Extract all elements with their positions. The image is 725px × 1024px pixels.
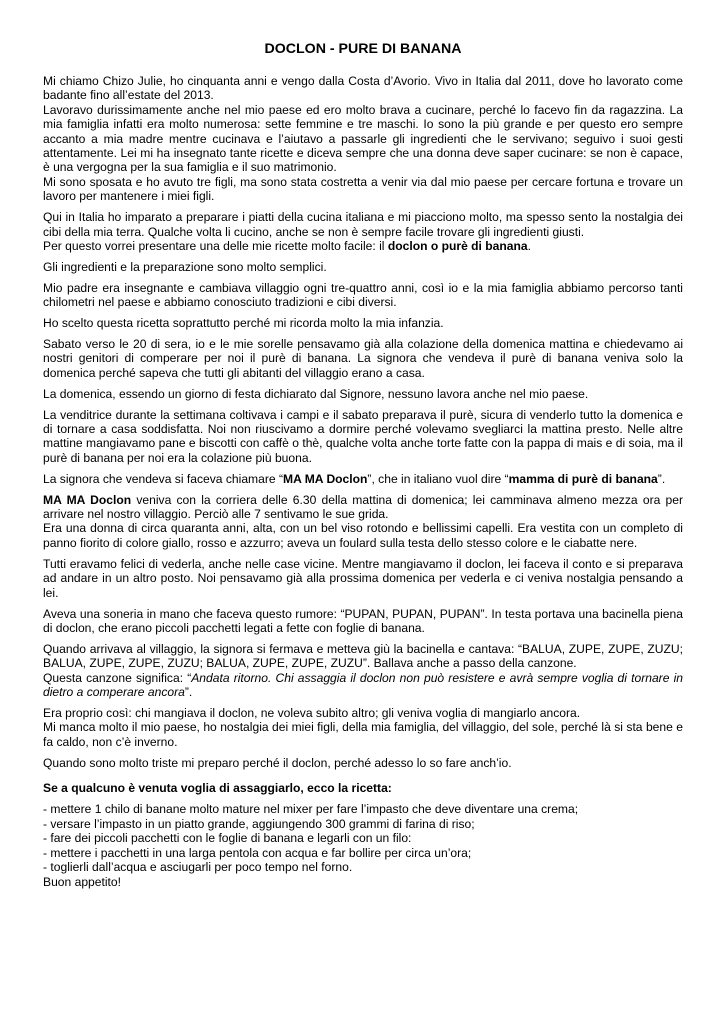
- paragraph-true: Era proprio così: chi mangiava il doclon, ne voleva subito altro; gli veniva voglia di mangiarlo ancora.: [43, 705, 581, 720]
- recipe-step: - fare dei piccoli pacchetti con le foglie di banana e legarli con un filo:: [43, 831, 412, 846]
- document-title: DOCLON - PURE DI BANANA: [264, 41, 462, 57]
- paragraph-italy: Qui in Italia ho imparato a preparare i piatti della cucina italiana e mi piacciono molto, ma spesso sento la nostalgia dei cibi della mia terra. Qualche volta li cucino, anche se non è sempre facile trovare gli ingredienti giusti.: [43, 210, 683, 239]
- paragraph-seller: La venditrice durante la settimana coltivava i campi e il sabato preparava il purè, sicura di venderlo tutto la domenica e di tornare a casa soddisfatta. Noi non riuscivamo a dormire perché volevamo svegliarci la mattina presto. Nelle altre mattine mangiavamo pane e biscotti con caffè o thè, qualche volta anche torte fatte con la pappa di mais e di soia, ma il purè di banana per noi era la colazione più buona.: [43, 407, 683, 465]
- paragraph-father: Mio padre era insegnante e cambiava villaggio ogni tre-quattro anni, così io e la mia famiglia abbiamo percorso tanti chilometri nel paese e abbiamo conosciuto tradizioni e cibi diversi.: [43, 280, 683, 310]
- paragraph-bell: Aveva una soneria in mano che faceva questo rumore: “PUPAN, PUPAN, PUPAN”. In testa portava una bacinella piena di doclon, che erano piccoli pacchetti legati a fette con foglie di banana.: [43, 606, 683, 635]
- paragraph-sad: Quando sono molto triste mi preparo perché il doclon, perché adesso lo so fare anch’io.: [43, 755, 512, 770]
- recipe-heading: Se a qualcuno è venuta voglia di assaggiarlo, ecco la ricetta:: [43, 781, 392, 796]
- recipe-name: doclon o purè di banana: [387, 238, 528, 253]
- recipe-step: - mettere i pacchetti in una larga pentola con acqua e far bollire per circa un’ora;: [43, 845, 472, 860]
- paragraph-happiness: Tutti eravamo felici di vederla, anche nelle case vicine. Mentre mangiavamo il doclon, lei faceva il conto e si preparava ad andare in un altro posto. Noi pensavamo già alla prossima domenica per vederla e ci veniva nostalgia pensando a lei.: [43, 556, 683, 600]
- recipe-step: - versare l’impasto in un piatto grande, aggiungendo 300 grammi di farina di riso;: [43, 816, 475, 831]
- recipe-step: - toglierli dall’acqua e asciugarli per poco tempo nel forno.: [43, 860, 353, 875]
- paragraph-song: Quando arrivava al villaggio, la signora si fermava e metteva giù la bacinella e cantava: “BALUA, ZUPE, ZUPE, ZUZU; BALUA, ZUPE, ZUPE, ZUZU; BALUA, ZUPE, ZUPE, ZUZU”. Ballava anche a passo della canzone.: [43, 641, 683, 671]
- paragraph-description: Era una donna di circa quaranta anni, alta, con un bel viso rotondo e bellissimi capelli. Era vestita con un completo di panno fiorito di colore giallo, rosso e azzurro; aveva un foulard sulla testa dello stesso colore e le ciabatte nere.: [43, 521, 683, 550]
- paragraph-married: Mi sono sposata e ho avuto tre figli, ma sono stata costretta a venir via dal mio paese per cercare fortuna e trovare un lavoro per mantenere i miei figli.: [43, 174, 683, 204]
- paragraph-saturday: Sabato verso le 20 di sera, io e le mie sorelle pensavamo già alla colazione della domenica mattina e chiedevamo ai nostri genitori di comperare per noi il purè di banana. La signora che vendeva il purè di banana veniva solo la domenica perché sapeva che tutti gli abitanti del villaggio erano a casa.: [43, 337, 683, 380]
- recipe-step: - mettere 1 chilo di banane molto mature nel mixer per fare l’impasto che deve diventare una crema;: [43, 802, 579, 817]
- closing-line: Buon appetito!: [43, 874, 122, 889]
- paragraph-nostalgia: Mi manca molto il mio paese, ho nostalgia dei miei figli, della mia famiglia, del villaggio, del sole, perché là si sta bene e fa caldo, non c’è inverno.: [43, 720, 683, 749]
- paragraph-cooking-family: Lavoravo durissimamente anche nel mio paese ed ero molto brava a cucinare, perché lo facevo fin da ragazzina. La mia famiglia infatti era molto numerosa: sette femmine e tre maschi. Io sono la più grande e per questo ero sempre accanto a mia madre mentre cucinava e l’aiutavo a passarle gli ingredienti che le servivano; seguivo i suoi gesti attentamente. Lei mi ha insegnato tante ricette e diceva sempre che una donna deve saper cucinare: se non è capace, è una vergogna per la sua famiglia e il suo matrimonio.: [43, 102, 683, 175]
- paragraph-intro: Mi chiamo Chizo Julie, ho cinquanta anni e vengo dalla Costa d’Avorio. Vivo in Italia dal 2011, dove ho lavorato come badante fino all’estate del 2013.: [43, 74, 683, 103]
- paragraph-arrival: MA MA Doclon veniva con la corriera delle 6.30 della mattina di domenica; lei camminava almeno mezza ora per arrivare nel nostro villaggio. Perciò alle 7 sentivamo le sue grida.: [43, 492, 684, 522]
- recipe-steps: [43, 802, 683, 888]
- paragraph-sunday: La domenica, essendo un giorno di festa dichiarato dal Signore, nessuno lavora anche nel mio paese.: [43, 386, 589, 401]
- paragraph-recipe-intro: Per questo vorrei presentare una delle mie ricette molto facile: il doclon o purè di banana.: [43, 238, 531, 253]
- paragraph-ingredients-simple: Gli ingredienti e la preparazione sono molto semplici.: [43, 259, 327, 274]
- paragraph-childhood: Ho scelto questa ricetta soprattutto perché mi ricorda molto la mia infanzia.: [43, 316, 444, 331]
- paragraph-song-meaning: Questa canzone significa: “Andata ritorno. Chi assaggia il doclon non può resistere e avrà sempre voglia di tornare in dietro a comperare ancora”.: [43, 670, 683, 700]
- paragraph-nickname: La signora che vendeva si faceva chiamare “MA MA Doclon”, che in italiano vuol dire “mamma di purè di banana”.: [43, 471, 666, 486]
